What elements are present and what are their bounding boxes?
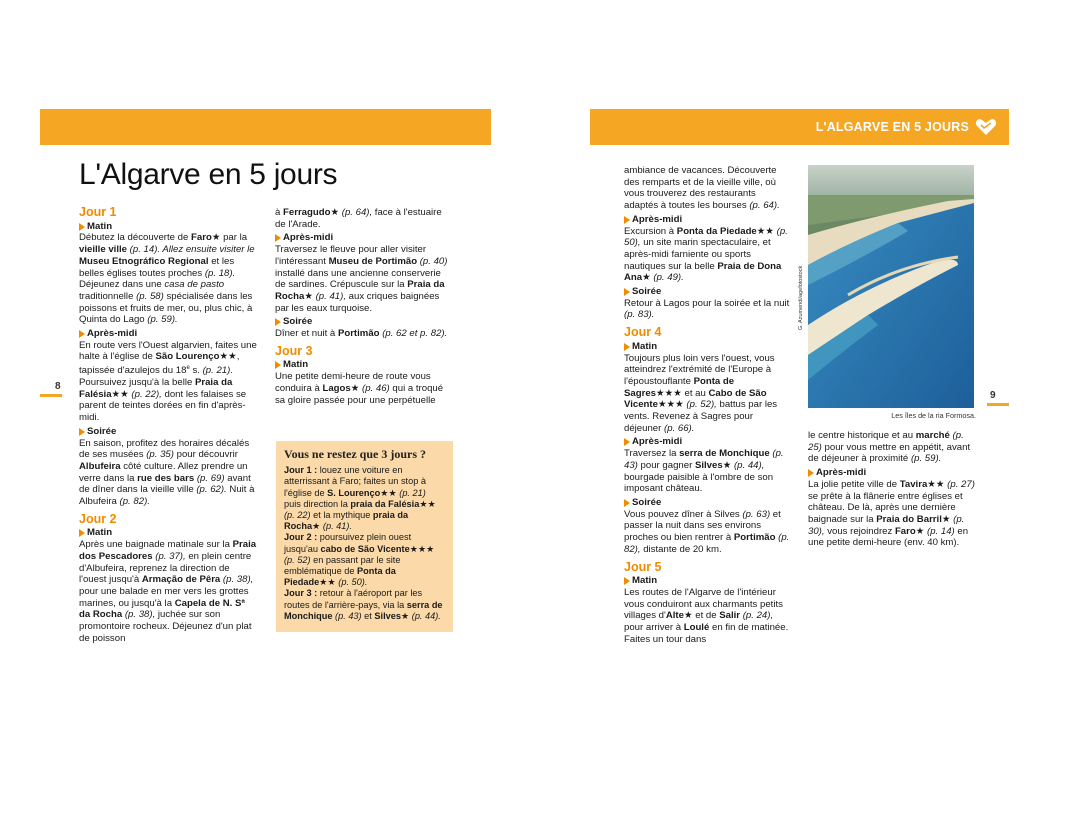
- moment-heading: Après-midi: [624, 214, 792, 226]
- paragraph: Retour à Lagos pour la soirée et la nuit (p. 83).: [624, 297, 790, 321]
- column-2: [275, 207, 453, 407]
- column-3: [624, 165, 792, 646]
- arrow-icon: [79, 223, 85, 231]
- paragraph: le centre historique et au marché (p. 25) pour vous mettre en appétit, avant de déjeuner à proximité (p. 59).: [808, 430, 971, 465]
- moment-heading: Après-midi: [275, 232, 453, 244]
- photo-caption: Les îles de la ria Formosa.: [891, 411, 976, 420]
- paragraph: Toujours plus loin vers l'ouest, vous atteindrez l'extrémité de l'Europe à l'époustouflante Ponta de Sagres★★★ et au Cabo de São Vicente★★★ (p. 52), battus par les vents. Revenez à Sagres pour déjeuner (p. 66).: [624, 352, 778, 434]
- paragraph: Après une baignade matinale sur la Praia dos Pescadores (p. 37), en plein centre d'Albufeira, reprenez la direction de l'ouest jusqu'à Armação de Pêra (p. 38), pour une balade en mer vers les grottes marines, ou jusqu'à la Capela de N. Sª da Rocha (p. 38), juchée sur son promontoire rocheux. Déjeunez d'un plat de poisson: [79, 539, 257, 644]
- paragraph: Vous pouvez dîner à Silves (p. 63) et passer la nuit dans ses environs proches ou bien rentrer à Portimão (p. 82), distante de 20 km.: [624, 508, 790, 555]
- moment-heading: Soirée: [275, 316, 453, 328]
- aerial-photo: [808, 165, 974, 408]
- column-4: [808, 430, 976, 550]
- arrow-icon: [79, 529, 85, 537]
- paragraph: Une petite demi-heure de route vous conduira à Lagos★ (p. 46) qui a troqué sa gloire passée pour une perpétuelle: [275, 371, 444, 406]
- arrow-icon: [624, 438, 630, 446]
- paragraph: Débutez la découverte de Faro★ par la vieille ville (p. 14). Allez ensuite visiter le Museu Etnográfico Regional et les belles églises toutes proches (p. 18). Déjeunez dans une casa de pasto traditionnelle (p. 58) spécialisée dans les poissons et fruits de mer, ou, plus chic, à Quinta do Lago (p. 59).: [79, 232, 255, 326]
- moment-heading: Après-midi: [79, 328, 257, 340]
- moment-heading: Matin: [79, 221, 257, 233]
- page-title: L'Algarve en 5 jours: [79, 158, 338, 191]
- paragraph: La jolie petite ville de Tavira★★ (p. 27) se prête à la flânerie entre églises et château. De là, après une dernière baignade sur la Praia do Barril★ (p. 30), vous rejoindrez Faro★ (p. 14) en une petite demi-heure (env. 40 km).: [808, 478, 975, 549]
- heart-logo-icon: [975, 118, 997, 136]
- arrow-icon: [624, 343, 630, 351]
- tip-box-title: Vous ne restez que 3 jours ?: [284, 447, 427, 461]
- paragraph: Traversez la serra de Monchique (p. 43) pour gagner Silves★ (p. 44), bourgade paisible à l'ombre de son imposant château.: [624, 448, 784, 495]
- day-heading: Jour 4: [624, 325, 662, 340]
- arrow-icon: [808, 469, 814, 477]
- header-band-right: [590, 109, 1009, 145]
- day-heading: Jour 5: [624, 559, 662, 574]
- tip-box-text: Jour 1 : louez une voiture en atterrissant à Faro; faites un stop à l'église de S. Lourenço★★ (p. 21) puis direction la praia da Falésia★★ (p. 22) et la mythique praia da Rocha★ (p. 41). Jour 2 : poursuivez plein ouest jusqu'au cabo de São Vicente★★★ (p. 52) en passant par le site emblématique de Ponta da Piedade★★ (p. 50). Jour 3 : retour à l'aéroport par les routes de l'arrière-pays, via la serra de Monchique (p. 43) et Silves★ (p. 44).: [284, 465, 443, 621]
- paragraph: En saison, profitez des horaires décalés de ses musées (p. 35) pour découvrir Albufeira côté culture. Allez prendre un verre dans la rue des bars (p. 69) avant de dîner dans la vieille ville (p. 62). Nuit à Albufeira (p. 82).: [79, 437, 255, 508]
- page-marker-right: [987, 403, 1009, 406]
- tip-box: [276, 441, 453, 632]
- moment-heading: Soirée: [624, 286, 792, 298]
- arrow-icon: [624, 577, 630, 585]
- moment-heading: Après-midi: [808, 467, 976, 479]
- arrow-icon: [624, 288, 630, 296]
- arrow-icon: [624, 499, 630, 507]
- moment-heading: Matin: [79, 527, 257, 539]
- paragraph: Excursion à Ponta da Piedade★★ (p. 50), un site marin spectaculaire, et après-midi farniente ou sports nautiques sur la belle Praia de Dona Ana★ (p. 49).: [624, 225, 788, 284]
- paragraph: En route vers l'Ouest algarvien, faites une halte à l'église de São Lourenço★★, tapissée d'azulejos du 18e s. (p. 21). Poursuivez jusqu'à la belle Praia da Falésia★★ (p. 22), dont les falaises se parent de teintes dorées en fin d'après-midi.: [79, 339, 257, 424]
- arrow-icon: [275, 361, 281, 369]
- chapter-label: L'ALGARVE EN 5 JOURS: [816, 118, 997, 136]
- header-band-left: [40, 109, 491, 145]
- page-marker-left: [40, 394, 62, 397]
- paragraph: Traversez le fleuve pour aller visiter l'intéressant Museu de Portimão (p. 40) installé dans une ancienne conserverie de sardines. Crépuscule sur la Praia da Rocha★ (p. 41), aux criques baignées par les eaux turquoise.: [275, 244, 448, 314]
- page-number-left: 8: [55, 381, 61, 392]
- moment-heading: Soirée: [624, 497, 792, 509]
- arrow-icon: [624, 216, 630, 224]
- arrow-icon: [275, 234, 281, 242]
- page-number-right: 9: [990, 390, 996, 401]
- moment-heading: Matin: [624, 575, 792, 587]
- moment-heading: Après-midi: [624, 436, 792, 448]
- arrow-icon: [79, 330, 85, 338]
- arrow-icon: [79, 428, 85, 436]
- day-heading: Jour 3: [275, 343, 313, 358]
- paragraph: ambiance de vacances. Découverte des remparts et de la vieille ville, où vous trouverez des restaurants adaptés à toutes les bourses (p. 64).: [624, 165, 780, 212]
- paragraph: Dîner et nuit à Portimão (p. 62 et p. 82).: [275, 328, 448, 340]
- ria-formosa-image: [808, 165, 974, 408]
- photo-credit: G. Azumendi/agefotostock: [798, 265, 804, 330]
- day-heading: Jour 2: [79, 511, 117, 526]
- arrow-icon: [275, 318, 281, 326]
- paragraph: à Ferragudo★ (p. 64), face à l'estuaire de l'Arade.: [275, 207, 442, 230]
- column-1: [79, 207, 257, 646]
- moment-heading: Matin: [275, 359, 453, 371]
- moment-heading: Soirée: [79, 426, 257, 438]
- day-heading: Jour 1: [79, 205, 117, 219]
- moment-heading: Matin: [624, 341, 792, 353]
- paragraph: Les routes de l'Algarve de l'intérieur vous conduiront aux charmants petits villages d'Alte★ et de Salir (p. 24), pour arriver à Loulé en fin de matinée. Faites un tour dans: [624, 586, 789, 645]
